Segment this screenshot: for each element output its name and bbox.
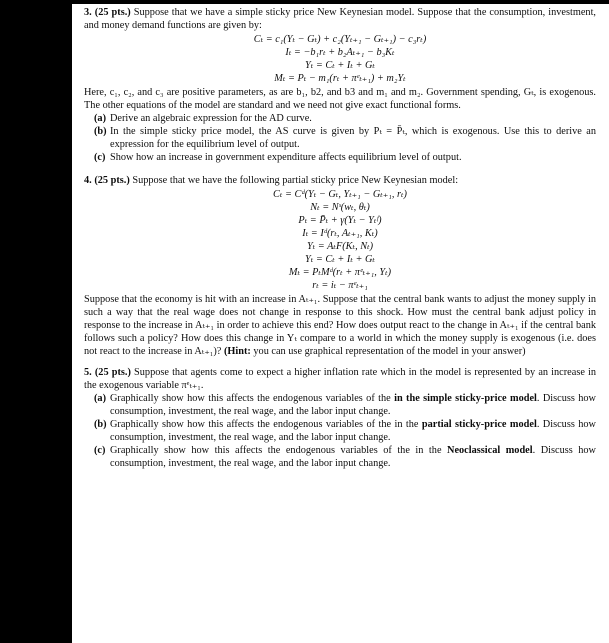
question-3-intro: [84, 6, 596, 32]
part-text: Derive an algebraic expression for the AD curve.: [110, 113, 312, 124]
equation-price: Pₜ = P̄ₜ + γ(Yₜ − Yₜᶠ): [298, 215, 382, 226]
question-4-equations: [84, 188, 596, 292]
question-3-equations: [84, 33, 596, 85]
question-5-intro-text: Suppose that agents come to expect a higher inflation rate which in the model is represented by an increase in the exogenous variable πᵉₜ₊₁.: [84, 367, 597, 391]
part-text: Show how an increase in government expenditure affects equilibrium level of output.: [110, 152, 462, 163]
question-3-part-b: [84, 125, 596, 151]
question-4-body: [84, 293, 596, 358]
question-3-number: 3.: [84, 7, 92, 18]
equation-money-demand: Mₜ = Pₜ − m₁(rₜ + πᵉₜ₊₁) + m₂Yₜ: [274, 73, 406, 84]
part-text-pre: Graphically show how this affects the endogenous variables of the in the: [110, 419, 422, 430]
equation-labor-supply: Nₜ = Nˢ(wₜ, θₜ): [310, 202, 370, 213]
question-4-number: 4.: [84, 175, 92, 186]
question-5: [84, 366, 596, 470]
question-3: [84, 6, 596, 164]
part-label: (c): [94, 445, 106, 456]
question-3-intro-text: Suppose that we have a simple sticky price New Keynesian model. Suppose that the consumption, investment, and money demand functions are given by:: [84, 7, 597, 31]
equation-consumption: Cₜ = c₁(Yₜ − Gₜ) + c₂(Yₜ₊₁ − Gₜ₊₁) − c₃rₜ): [253, 34, 427, 45]
question-5-parts: [84, 392, 596, 470]
question-5-part-c: [84, 444, 596, 470]
equation-money-demand: Mₜ = PₜMᵈ(rₜ + πᵉₜ₊₁, Yₜ): [288, 267, 392, 278]
equation-output: Yₜ = Cₜ + Iₜ + Gₜ: [305, 254, 375, 265]
part-text: In the simple sticky price model, the AS curve is given by Pₜ = P̄ₜ, which is exogenous. Use this to derive an expression for the equilibrium level of output.: [110, 126, 596, 150]
equation-investment: Iₜ = −b₁rₜ + b₂Aₜ₊₁ − b₃Kₜ: [285, 47, 395, 58]
part-text-pre: Graphically show how this affects the endogenous variables of the: [110, 393, 395, 404]
equation-production: Yₜ = AₜF(Kₜ, Nₜ): [306, 241, 374, 252]
equation-consumption: Cₜ = Cᵈ(Yₜ − Gₜ, Yₜ₊₁ − Gₜ₊₁, rₜ): [273, 189, 407, 200]
question-5-part-b: [84, 418, 596, 444]
part-text-bold: partial sticky-price model: [421, 419, 537, 430]
hint-label: (Hint:: [223, 346, 251, 357]
question-5-intro: [84, 366, 596, 392]
part-label: (a): [94, 393, 107, 404]
question-4-intro-text: Suppose that we have the following partial sticky price New Keynesian model:: [132, 175, 459, 186]
question-3-parts: [84, 112, 596, 164]
document-content: [84, 6, 596, 470]
part-text-bold: in the simple sticky-price model: [394, 393, 537, 404]
part-text-post: . Discuss how consumption, investment, the real wage, and the labor input change.: [110, 393, 596, 417]
question-5-points: (25 pts.): [94, 367, 131, 378]
part-label: (b): [94, 419, 107, 430]
scanned-document-page: [74, 4, 609, 643]
hint-text: you can use graphical representation of the model in your answer): [250, 346, 526, 357]
part-label: (a): [94, 113, 107, 124]
question-3-body: Here, c₁, c₂, and c₃ are positive parameters, as are b₁, b2, and b3 and m₁ and m₂. Government spending, Gₜ, is exogenous. The other equations of the model are standard and we need not give exact functional forms.: [84, 87, 596, 111]
question-5-part-a: [84, 392, 596, 418]
question-4: [84, 174, 596, 358]
part-text-pre: Graphically show how this affects the endogenous variables of the in the: [110, 445, 448, 456]
question-3-part-a: [84, 112, 596, 125]
equation-output: Yₜ = Cₜ + Iₜ + Gₜ: [305, 60, 375, 71]
dark-left-margin: [0, 0, 72, 643]
question-5-number: 5.: [84, 367, 92, 378]
question-3-part-c: [84, 151, 596, 164]
question-4-points: (25 pts.): [94, 175, 130, 186]
equation-investment: Iₜ = Iᵈ(rₜ, Aₜ₊₁, Kₜ): [302, 228, 378, 239]
part-text-post: . Discuss how consumption, investment, the real wage, and the labor input change.: [110, 419, 596, 443]
question-4-intro: [84, 174, 596, 187]
part-text-post: . Discuss how consumption, investment, the real wage, and the labor input change.: [110, 445, 596, 469]
part-label: (c): [94, 152, 106, 163]
part-text-bold: Neoclassical model: [447, 445, 533, 456]
equation-fisher: rₜ = iₜ − πᵉₜ₊₁: [312, 280, 368, 291]
question-4-body-text: Suppose that the economy is hit with an increase in Aₜ₊₁. Suppose that the central bank wants to adjust the money supply in such a way that the real wage does not change in response to this shock. How must the central bank adjust policy in response to the increase in Aₜ₊₁ in order to achieve this end? How does output react to the change in Aₜ₊₁ if the central bank follows such a policy? How does this change in Yₜ compare to a world in which the money supply is exogenous (i.e. does not react to the increase in Aₜ₊₁)?: [84, 294, 596, 357]
part-label: (b): [94, 126, 107, 137]
question-3-points: (25 pts.): [94, 7, 131, 18]
